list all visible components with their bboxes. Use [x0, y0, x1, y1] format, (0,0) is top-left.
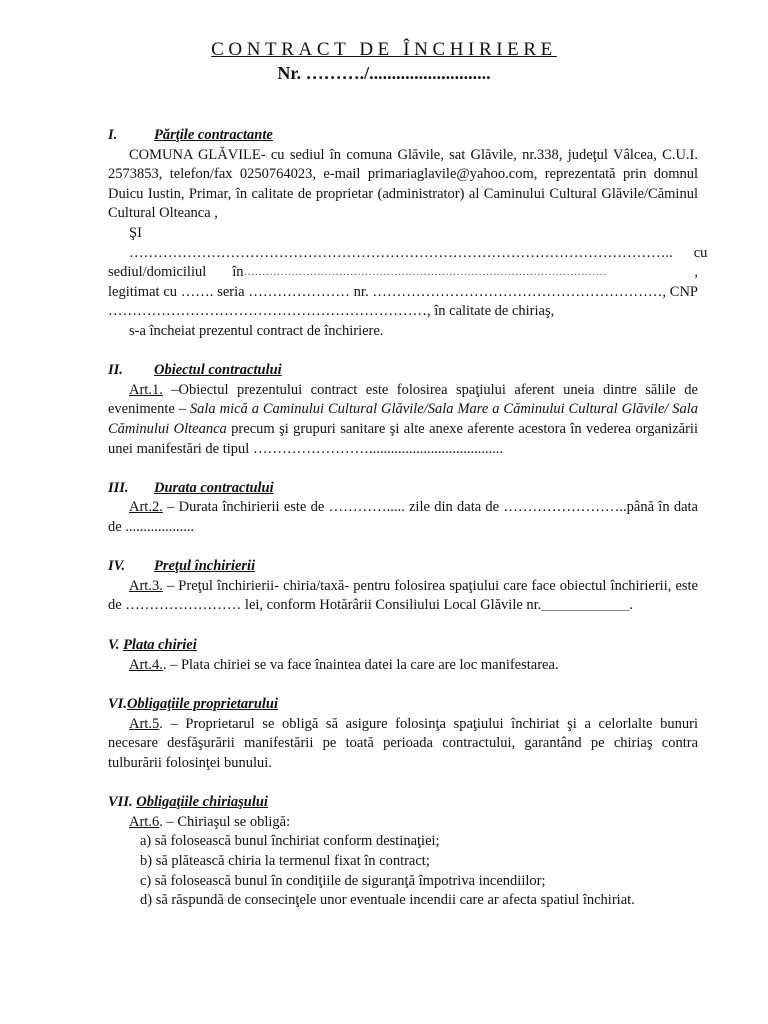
article-text-end: precum şi grupuri sanitare şi alte anexe aferente acestora în vederea organizării unei manifestări de tipul ……………………..................................... [108, 420, 698, 457]
tenant-cnp-line: …………………………………………………………, în calitate de chiriaş, [108, 303, 555, 320]
article-label: Art.4. [129, 657, 163, 674]
contract-number: Nr. ………./........................... [277, 63, 491, 83]
address-comma: , [694, 264, 698, 281]
article-3 [108, 577, 698, 617]
section-number: II. [108, 362, 123, 379]
article-text: – Preţul închirierii- chiria/taxă- pentru folosirea spaţiului care face obiectul închirierii, este de …………………… lei, conform Hotărârii Consiliului Local Glăvile nr. [108, 577, 698, 614]
article-hall-names: Sala mică a Caminului Cultural Glăvile/Sala Mare a Căminului Cultural Glăvile/ Sala Căminului Olteanca [108, 401, 698, 437]
document-title: CONTRACT DE ÎNCHIRIERE [211, 39, 557, 60]
address-blank: ……………………………………………………………………………………… [243, 266, 607, 279]
article-label: Art.6 [129, 813, 160, 830]
article-text: –Obiectul prezentului contract este folosirea spaţiului aferent uneia dintre sălile de evenimente – [108, 381, 698, 418]
section-title: Obligaţiile proprietarului [126, 696, 279, 713]
section-heading-4 [108, 557, 698, 577]
section-number: VII. [108, 794, 133, 811]
decision-number-blank: ________________ [541, 600, 630, 613]
article-4 [108, 656, 698, 676]
section-heading-7 [108, 793, 698, 813]
section-title: Durata contractului [154, 479, 274, 496]
section-heading-3 [108, 479, 698, 499]
article-1 [108, 381, 698, 459]
obligation-item-d: d) să răspundă de consecinţele unor eventuale incendii care ar afecta spatiul închiriat. [140, 892, 635, 909]
obligation-item-a: a) să folosească bunul închiriat conform destinaţiei; [140, 833, 440, 850]
article-text: . – Chiriaşul se obligă: [159, 813, 291, 830]
article-label: Art.5 [129, 715, 160, 732]
article-text: . – Plata chiriei se va face înaintea datei la care are loc manifestarea. [162, 657, 559, 674]
contract-concluded-line: s-a încheiat prezentul contract de închiriere. [129, 322, 384, 339]
section-title: Părţile contractante [154, 127, 273, 143]
owner-party-paragraph: COMUNA GLĂVILE- cu sediul în comuna Glăvile, sat Glăvile, nr.338, judeţul Vâlcea, C.U.I. 2573853, telefon/fax 0250764023, e-mail primariaglavile@yahoo.com, reprezentată prin domnul Duicu Iustin, Primar, în calitate de proprietar (administrator) al Caminului Cultural Glăvile/Căminul Cultural Olteanca , [108, 146, 698, 222]
article-text: . – Proprietarul se obligă să asigure folosinţa spaţiului închiriat şi a celorlalte bunuri necesare desfăşurării manifestării pe toată perioada contractului, garantând pe chiriaş contra tulburării folosinţei bunului. [108, 715, 698, 771]
obligation-item-c: c) să folosească bunul în condiţiile de siguranţă împotriva incendiilor; [140, 872, 546, 889]
section-heading-6 [108, 695, 698, 715]
section-heading-1 [108, 126, 698, 146]
section-title: Obligaţiile chiriaşului [136, 794, 268, 811]
article-label: Art.3. [129, 577, 163, 594]
article-6 [108, 813, 698, 833]
title-block [0, 38, 768, 84]
section-heading-5 [108, 636, 698, 656]
article-text-end: . [629, 597, 633, 614]
article-label: Art.1. [129, 381, 163, 398]
section-number: I. [108, 127, 118, 143]
tenant-id-line: legitimat cu ……. seria ………………… nr. ……………………………………………………, CNP [108, 283, 698, 300]
section-number: V. [108, 637, 120, 654]
section-heading-2 [108, 361, 698, 381]
contract-body [108, 126, 708, 911]
section-title: Preţul închirierii [154, 558, 256, 575]
section-number: III. [108, 479, 129, 496]
article-5 [108, 715, 698, 774]
and-conjunction: ŞI [129, 224, 142, 241]
tenant-name-blank: ………………………………………………………………………………………………….. [129, 244, 673, 261]
article-label: Art.2. [129, 499, 163, 516]
section-title: Plata chiriei [123, 637, 197, 654]
tenant-address-line [108, 263, 698, 283]
tenant-name-suffix: cu [693, 244, 708, 261]
article-2 [108, 498, 698, 537]
section-number: VI. [108, 696, 127, 713]
address-label: sediul/domiciliul [108, 264, 207, 281]
obligation-item-b: b) să plătească chiria la termenul fixat în contract; [140, 852, 430, 869]
address-in: în [232, 264, 244, 281]
tenant-name-line [108, 244, 708, 264]
article-text: – Durata închirierii este de …………..... zile din data de ……………………..până în data de ................... [108, 499, 698, 535]
section-number: IV. [108, 558, 126, 575]
section-title: Obiectul contractului [154, 362, 282, 379]
